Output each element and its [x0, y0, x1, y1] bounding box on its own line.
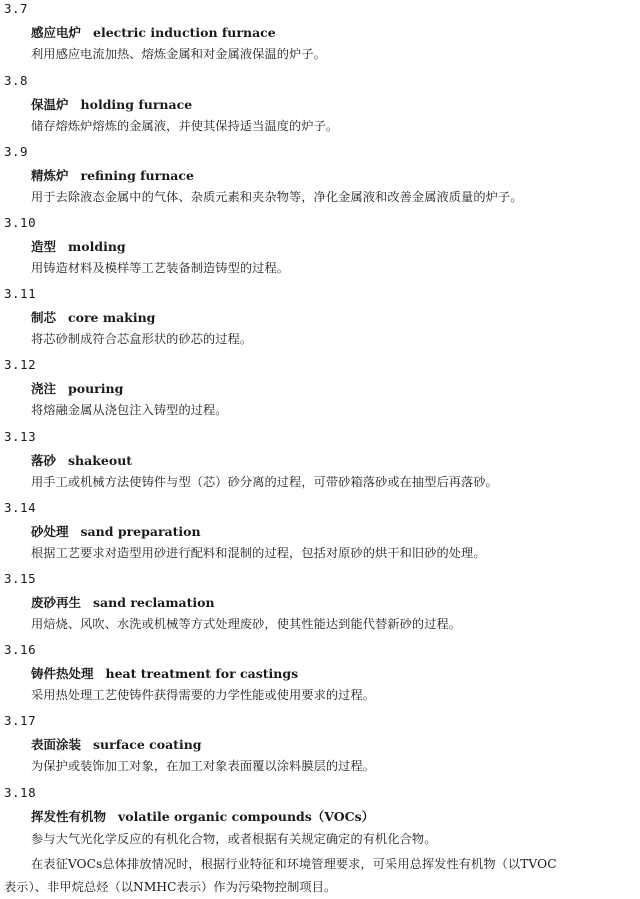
term-english: electric induction furnace [93, 25, 276, 40]
term-definition: 储存熔炼炉熔炼的金属液，并使其保持适当温度的炉子。 [31, 119, 339, 133]
term-heading [31, 96, 192, 114]
term-definition: 用手工或机械方法使铸件与型（芯）砂分离的过程，可带砂箱落砂或在抽型后再落砂。 [31, 475, 498, 489]
clause-number: 3.11 [4, 286, 37, 301]
clause-number: 3.7 [4, 1, 29, 16]
term-heading [31, 24, 276, 42]
term-english: sand preparation [80, 524, 201, 539]
term-definition: 用焙烧、风吹、水洗或机械等方式处理废砂，使其性能达到能代替新砂的过程。 [31, 617, 462, 631]
term-definition: 用铸造材料及模样等工艺装备制造铸型的过程。 [31, 261, 290, 275]
clause-number: 3.15 [4, 571, 37, 586]
term-english: pouring [68, 381, 124, 396]
clause-number: 3.18 [4, 785, 37, 800]
clause-number: 3.10 [4, 215, 37, 230]
term-english: sand reclamation [93, 595, 215, 610]
term-heading [31, 380, 123, 398]
term-chinese: 精炼炉 [31, 168, 69, 183]
term-definition: 参与大气光化学反应的有机化合物，或者根据有关规定确定的有机化合物。 [31, 832, 437, 846]
term-chinese: 砂处理 [31, 524, 69, 539]
term-definition: 采用热处理工艺使铸件获得需要的力学性能或使用要求的过程。 [31, 688, 376, 702]
term-chinese: 感应电炉 [31, 25, 82, 40]
clause-number: 3.13 [4, 429, 37, 444]
term-heading [31, 665, 298, 683]
term-chinese: 废砂再生 [31, 595, 82, 610]
term-definition: 为保护或装饰加工对象，在加工对象表面覆以涂料膜层的过程。 [31, 759, 376, 773]
term-definition: 用于去除液态金属中的气体、杂质元素和夹杂物等，净化金属液和改善金属液质量的炉子。 [31, 190, 523, 204]
term-heading [31, 594, 215, 612]
term-heading [31, 167, 194, 185]
term-english: volatile organic compounds（VOCs） [118, 809, 375, 824]
term-english: holding furnace [80, 97, 193, 112]
term-heading [31, 736, 202, 754]
term-definition: 根据工艺要求对造型用砂进行配料和混制的过程，包括对原砂的烘干和旧砂的处理。 [31, 546, 486, 560]
term-heading [31, 238, 126, 256]
term-english: refining furnace [80, 168, 194, 183]
clause-number: 3.8 [4, 73, 29, 88]
clause-number: 3.14 [4, 500, 37, 515]
term-english: heat treatment for castings [105, 666, 299, 681]
term-definition: 利用感应电流加热、熔炼金属和对金属液保温的炉子。 [31, 47, 326, 61]
term-definition: 将熔融金属从浇包注入铸型的过程。 [31, 403, 228, 417]
term-chinese: 保温炉 [31, 97, 69, 112]
term-chinese: 铸件热处理 [31, 666, 94, 681]
term-english: core making [68, 310, 156, 325]
term-chinese: 表面涂装 [31, 737, 82, 752]
term-english: surface coating [93, 737, 202, 752]
term-heading [31, 523, 201, 541]
clause-number: 3.12 [4, 357, 37, 372]
clause-number: 3.9 [4, 144, 29, 159]
term-chinese: 造型 [31, 239, 57, 254]
clause-number: 3.17 [4, 713, 37, 728]
clause-number: 3.16 [4, 642, 37, 657]
term-english: shakeout [68, 453, 133, 468]
term-chinese: 制芯 [31, 310, 57, 325]
term-note-line: 在表征VOCs总体排放情况时，根据行业特征和环境管理要求，可采用总挥发性有机物（以TVOC [31, 857, 557, 871]
term-english: molding [68, 239, 126, 254]
term-chinese: 挥发性有机物 [31, 809, 107, 824]
term-note-line: 表示）、非甲烷总烃（以NMHC表示）作为污染物控制项目。 [4, 880, 337, 894]
term-chinese: 浇注 [31, 381, 57, 396]
term-chinese: 落砂 [31, 453, 57, 468]
term-heading [31, 808, 374, 826]
term-definition: 将芯砂制成符合芯盒形状的砂芯的过程。 [31, 332, 253, 346]
term-heading [31, 452, 132, 470]
term-heading [31, 309, 155, 327]
